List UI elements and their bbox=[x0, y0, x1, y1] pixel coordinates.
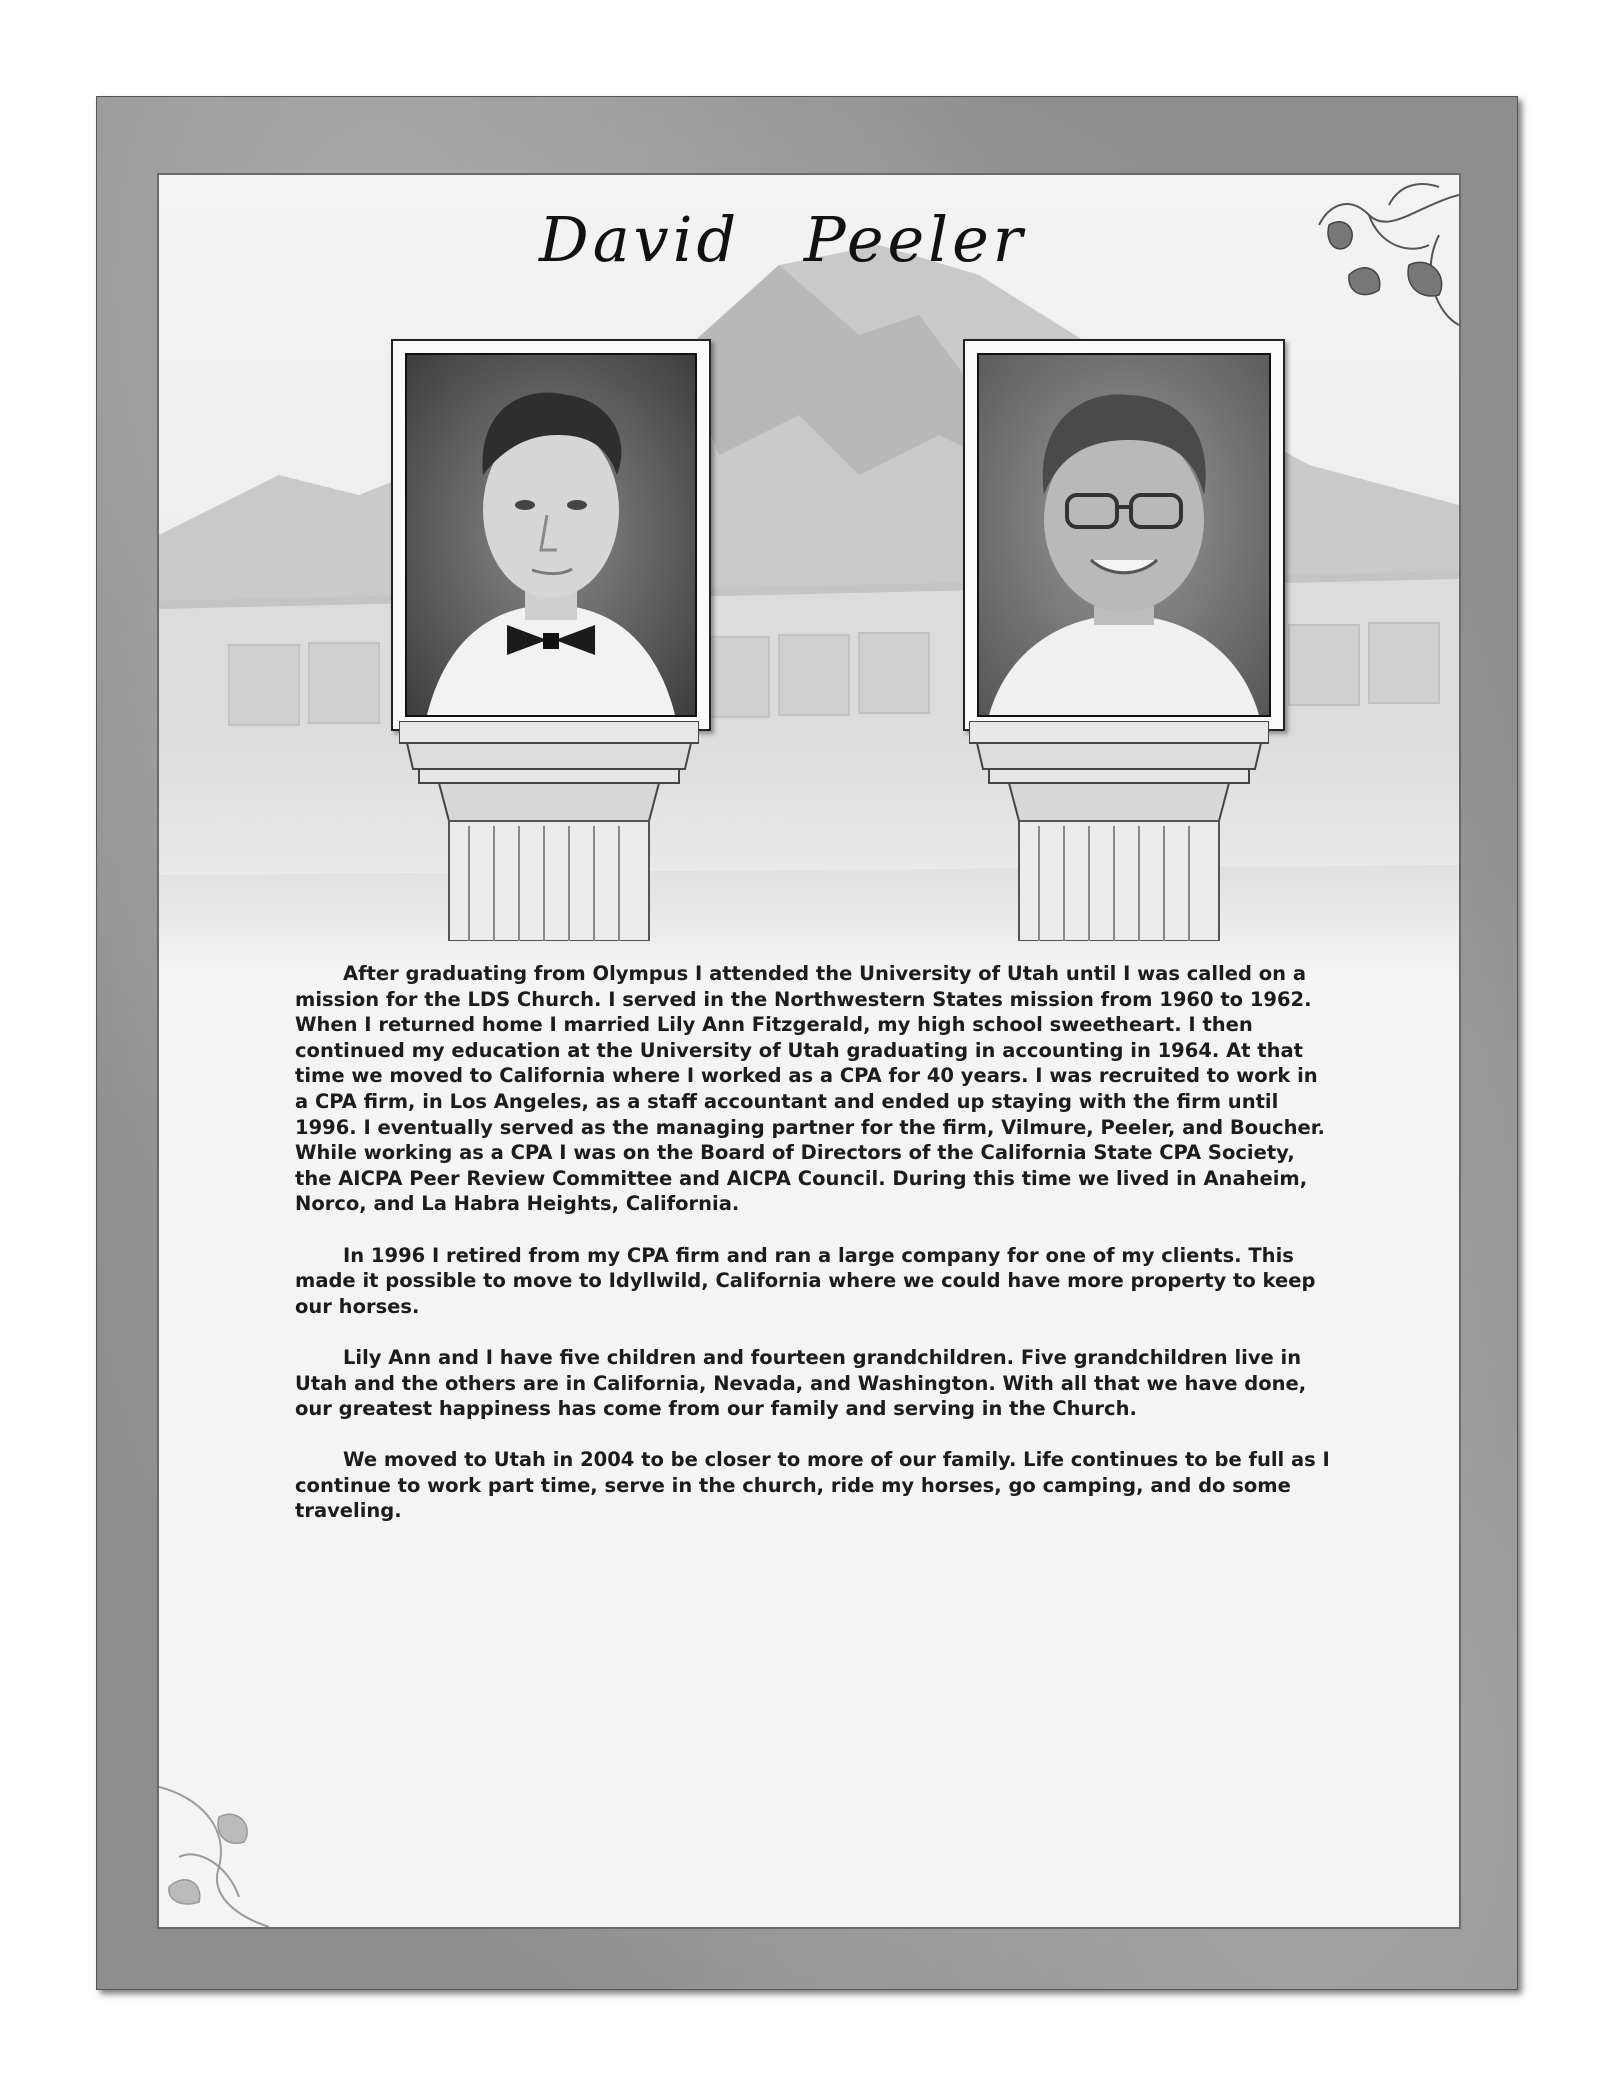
young-portrait-frame bbox=[391, 339, 711, 731]
page-content-area bbox=[157, 173, 1461, 1929]
bio-paragraph: Lily Ann and I have five children and fourteen grandchildren. Five grandchildren live in Utah and the others are in California, Nevada, and Washington. With all that we have done, our greatest happiness has come from our family and serving in the Church. bbox=[295, 1345, 1307, 1421]
portrait-young-man-bowtie-icon bbox=[405, 353, 697, 717]
bio-paragraph: After graduating from Olympus I attended the University of Utah until I was called on a mission for the LDS Church. I served in the Northwestern States mission from 1960 to 1962. When I returned home I married Lily Ann Fitzgerald, my high school sweetheart. I then continued my education at the University of Utah graduating in accounting in 1964. At that time we moved to California where I worked as a CPA for 40 years. I was recruited to work in a CPA firm, in Los Angeles, as a staff accountant and ended up staying with the firm until 1996. I eventually served as the managing partner for the firm, Vilmure, Peeler, and Boucher. While working as a CPA I was on the Board of Directors of the California State CPA Society, the AICPA Peer Review Committee and AICPA Council. During this time we lived in Anaheim, Norco, and La Habra Heights, California. bbox=[295, 962, 1325, 1216]
bio-paragraph: We moved to Utah in 2004 to be closer to more of our family. Life continues to be full as I continue to work part time, serve in the church, ride my horses, go camping, and do some traveling. bbox=[295, 1448, 1330, 1523]
page-title-text: David Peeler bbox=[539, 203, 1027, 276]
portrait-older-man-glasses-icon bbox=[977, 353, 1271, 717]
floral-corner-ornament-icon bbox=[1289, 175, 1459, 365]
biography-text bbox=[295, 961, 1335, 1550]
page-border-frame bbox=[96, 96, 1518, 1990]
stone-column-left-icon bbox=[399, 721, 699, 941]
page-title bbox=[539, 203, 1099, 303]
older-portrait-frame bbox=[963, 339, 1285, 731]
bio-paragraph: In 1996 I retired from my CPA firm and ran a large company for one of my clients. This made it possible to move to Idyllwild, California where we could have more property to keep our horses. bbox=[295, 1243, 1316, 1318]
stone-column-right-icon bbox=[969, 721, 1269, 941]
floral-corner-ornament-icon bbox=[159, 1757, 329, 1927]
